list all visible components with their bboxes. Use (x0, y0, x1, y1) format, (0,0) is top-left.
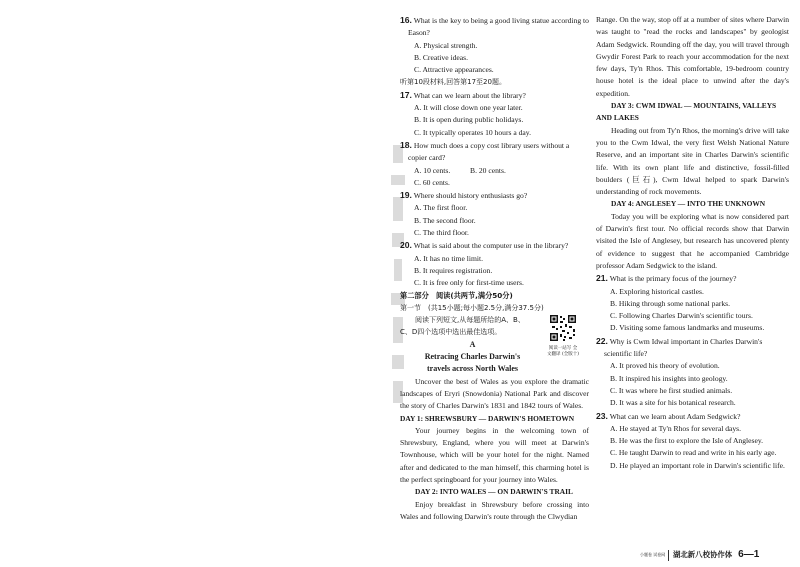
option: C. It was where he first studied animals. (610, 385, 733, 395)
paragraph: Uncover the best of Wales as you explore the dramatic landscapes of Eryri (Snowdonia) National Park and discover the story of Charles Darwin's 1831 and 1842 tours of Wales. (400, 376, 589, 411)
question-stem: What is the key to being a good living statue according to Eason? (408, 16, 589, 38)
option: A. It proved his theory of evolution. (610, 361, 720, 371)
option: A. He stayed at Ty'n Rhos for several days. (610, 423, 742, 433)
question-16 (400, 14, 589, 76)
page-number: 6—1 (738, 548, 760, 560)
question-stem: How much does a copy cost library users without a copier card? (408, 140, 570, 163)
left-column (400, 14, 589, 523)
day-heading: DAY 2: INTO WALES — ON DARWIN'S TRAIL (415, 487, 573, 497)
qr-caption: 阅读一站写 全文翻译 (全版十) (547, 346, 579, 357)
reading-intro-block (400, 314, 589, 375)
option: D. Visiting some famous landmarks and museums. (610, 323, 765, 333)
qr-code-block (547, 314, 579, 357)
question-19 (400, 189, 589, 239)
qr-code-icon[interactable] (549, 314, 577, 342)
question-17 (400, 89, 589, 139)
option: B. 20 cents. (470, 165, 506, 175)
option: B. Creative ideas. (414, 52, 468, 62)
part-two-heading: 第二部分 阅读(共两节,满分50分) (400, 290, 513, 300)
question-number: 23. (596, 410, 608, 421)
footer-divider (668, 550, 669, 561)
option: B. Hiking through some national parks. (610, 298, 731, 308)
option: C. Attractive appearances. (414, 65, 494, 75)
question-number: 21. (596, 273, 608, 284)
option: C. It is free only for first-time users. (414, 278, 524, 288)
page-footer (640, 548, 790, 562)
passage-title: travels across North Wales (426, 364, 519, 374)
question-stem: What can we learn about Adam Sedgwick? (609, 411, 741, 421)
day-heading: DAY 1: SHREWSBURY — DARWIN'S HOMETOWN (400, 413, 575, 423)
day-heading: DAY 4: ANGLESEY — INTO THE UNKNOWN (611, 199, 766, 209)
option: C. He taught Darwin to read and write in his early age. (610, 448, 777, 458)
option: C. 60 cents. (414, 177, 450, 187)
option: B. The second floor. (414, 215, 476, 225)
paragraph: Today you will be exploring what is now considered part of Darwin's first tour. No official records show that Darwin visited the Isle of Anglesey, but research has uncovered plenty of evidence to suggest that he accompanied Cambridge professor Adam Sedgwick to the island. (596, 211, 789, 270)
paragraph: Enjoy breakfast in Shrewsbury before crossing into Wales and following Darwin's route through the Clwydian (400, 499, 589, 521)
passage-letter: A (469, 339, 476, 349)
question-23 (596, 410, 789, 472)
option: A. 10 cents. (414, 165, 451, 175)
question-number: 20. (400, 240, 412, 251)
option: D. He played an important role in Darwin's scientific life. (610, 460, 785, 470)
option: B. It inspired his insights into geology. (610, 373, 728, 383)
paragraph: Your journey begins in the welcoming town of Shrewsbury, England, where you will meet at Darwin's Townhouse, which will be your hotel for the night. Named after and dedicated to the man himself, this charming hotel is the perfect springboard for your journey into Wales. (400, 425, 589, 484)
option: C. The third floor. (414, 228, 469, 238)
question-number: 19. (400, 190, 412, 201)
question-stem: What is said about the computer use in the library? (413, 241, 569, 251)
option: A. Physical strength. (414, 40, 478, 50)
listening-section-note: 听第10段材料,回答第17至20题。 (400, 78, 506, 87)
option: B. He was the first to explore the Isle of Anglesey. (610, 436, 764, 446)
question-18 (400, 139, 589, 189)
question-22 (596, 335, 789, 410)
question-21 (596, 272, 789, 334)
option: C. Following Charles Darwin's scientific tours. (610, 311, 753, 321)
question-stem: Where should history enthusiasts go? (413, 191, 528, 201)
question-number: 18. (400, 139, 412, 150)
option: B. It requires registration. (414, 265, 493, 275)
question-stem: What is the primary focus of the journey? (609, 274, 737, 284)
question-stem: Why is Cwm Idwal important in Charles Darwin's scientific life? (604, 336, 763, 359)
passage-title: Retracing Charles Darwin's (424, 352, 521, 362)
option: A. It has no time limit. (414, 253, 483, 263)
publisher-logo: 小题卷 试卷网 (640, 551, 666, 557)
question-number: 17. (400, 89, 412, 100)
option: A. It will close down one year later. (414, 103, 523, 113)
option: B. It is open during public holidays. (414, 115, 524, 125)
option: D. It was a site for his botanical research. (610, 398, 736, 408)
option: A. Exploring historical castles. (610, 286, 704, 296)
section-one-heading: 第一节 (共15小题;每小题2.5分,满分37.5分) (400, 303, 544, 312)
instruction-line: 阅读下列短文,从每题所给的A、B、 (415, 316, 525, 325)
day-heading: DAY 3: CWM IDWAL — MOUNTAINS, VALLEYS AND LAKES (596, 101, 777, 123)
instruction-line: C、D四个选项中选出最佳选项。 (400, 328, 502, 337)
footer-title: 湖北新八校协作体 (673, 549, 733, 559)
question-number: 16. (400, 15, 412, 25)
option: C. It typically operates 10 hours a day. (414, 127, 531, 137)
question-stem: What can we learn about the library? (413, 90, 526, 100)
question-20 (400, 239, 589, 289)
question-number: 22. (596, 335, 608, 346)
paragraph: Range. On the way, stop off at a number of sites where Darwin was taught to "read the rocks and landscapes" by geologist Adam Sedgwick. Rounding off the day, you will travel through Gwydir Forest Park to reach your accommodation for the next few days, Ty'n Rhos. This comfortable, 19-bedroom country house hotel is the ideal place to unwind after the day's expedition. (596, 15, 789, 98)
paragraph: Heading out from Ty'n Rhos, the morning's drive will take you to the Cwm Idwal, the very first Welsh National Nature Reserve, and an important site in Charles Darwin's scientific life. With its own plant life and distinctive, fossil-filled boulders (巨石), Cwm Idwal helped to spark Darwin's understanding of rock movements. (596, 125, 789, 197)
right-column (596, 14, 789, 472)
option: A. The first floor. (414, 203, 468, 213)
